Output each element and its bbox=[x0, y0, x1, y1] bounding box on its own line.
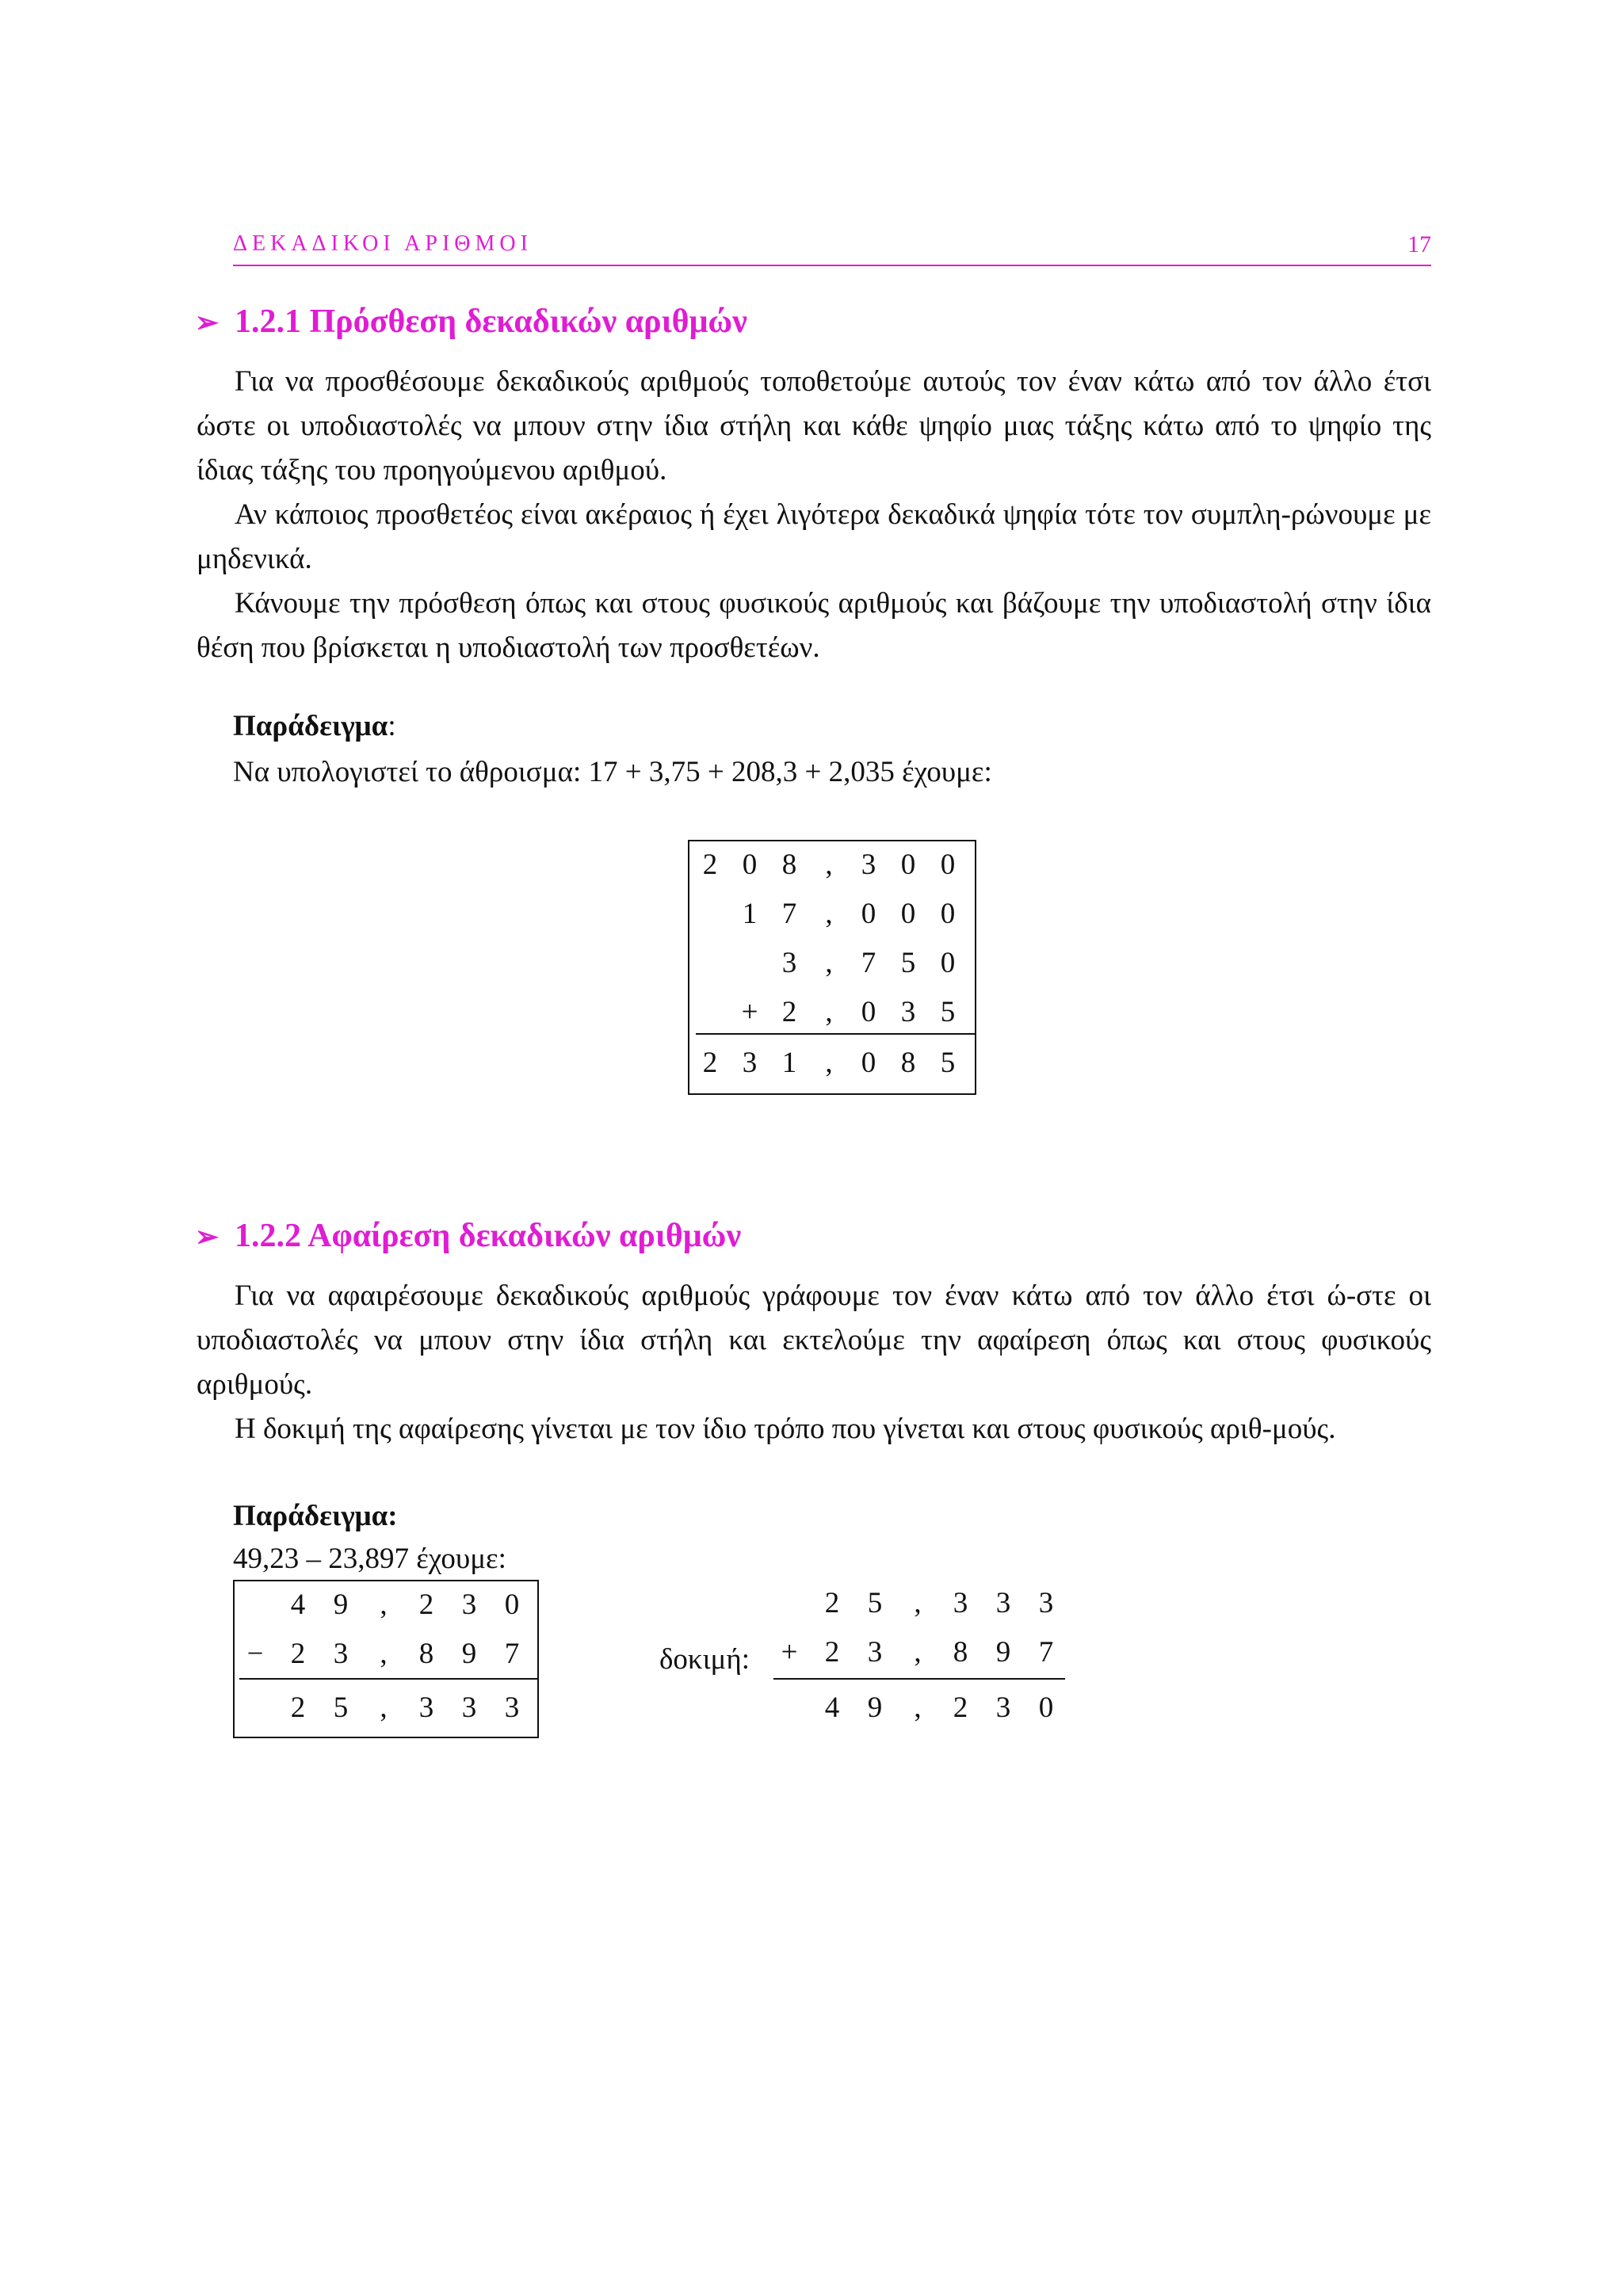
addition-result-digit-r0-c6: 5 bbox=[940, 1047, 956, 1079]
subtraction-result-digit-r0-c4: 3 bbox=[418, 1691, 434, 1724]
subtraction-digit-r0-c3: , bbox=[380, 1589, 388, 1621]
paragraph-addition-2: Αν κάποιος προσθετέος είναι ακέραιος ή έχει λιγότερα δεκαδικά ψηφία τότε τον συμπλη-ρώνουμε με μηδενικά. bbox=[197, 498, 1431, 575]
example-label-addition: Παράδειγμα: bbox=[233, 710, 396, 742]
running-header bbox=[233, 231, 1431, 266]
example-label-subtraction: Παράδειγμα: bbox=[233, 1500, 398, 1532]
addition-digit-r0-c6: 0 bbox=[940, 849, 956, 881]
addition-digit-r2-c5: 5 bbox=[900, 947, 916, 979]
subtraction-digit-r0-c6: 0 bbox=[504, 1589, 520, 1621]
section-title: 1.2.1 Πρόσθεση δεκαδικών αριθμών bbox=[235, 303, 747, 340]
subtraction-digit-r1-c5: 9 bbox=[461, 1638, 477, 1670]
addition-digit-r2-c6: 0 bbox=[940, 947, 956, 979]
check-digit-r0-c6: 3 bbox=[1038, 1587, 1054, 1619]
subtraction-digit-r0-c1: 4 bbox=[290, 1589, 306, 1621]
check-digit-r1-c3: , bbox=[914, 1636, 922, 1669]
check-block bbox=[767, 1585, 1070, 1743]
check-label: δοκιμή: bbox=[659, 1643, 750, 1676]
addition-digit-r0-c1: 0 bbox=[742, 849, 758, 881]
check-result-digit-r0-c4: 2 bbox=[953, 1691, 968, 1724]
check-digit-r0-c2: 5 bbox=[867, 1587, 883, 1619]
section-heading-addition bbox=[195, 303, 747, 341]
addition-digit-r3-c1: + bbox=[741, 996, 758, 1028]
addition-digit-r0-c4: 3 bbox=[861, 849, 876, 881]
check-result-digit-r0-c5: 3 bbox=[995, 1691, 1011, 1724]
addition-digit-r1-c2: 7 bbox=[781, 898, 797, 930]
subtraction-digit-r1-c2: 3 bbox=[333, 1638, 349, 1670]
addition-digit-r1-c6: 0 bbox=[940, 898, 956, 930]
subtraction-digit-r1-c6: 7 bbox=[504, 1638, 520, 1670]
page-number: 17 bbox=[1407, 231, 1431, 257]
addition-digit-r0-c3: , bbox=[825, 849, 833, 881]
check-digit-r1-c1: 2 bbox=[824, 1636, 840, 1669]
addition-digit-r1-c1: 1 bbox=[742, 898, 758, 930]
paragraph-addition-1: Για να προσθέσουμε δεκαδικούς αριθμούς τοποθετούμε αυτούς τον έναν κάτω από τον άλλο έτσι ώστε οι υποδιαστολές να μπουν στην ίδια στήλη και κάθε ψηφίο μιας τάξης κάτω από το ψηφίο της ίδιας τάξης του προηγούμενου αριθμού. bbox=[197, 365, 1431, 486]
check-result-digit-r0-c2: 9 bbox=[867, 1691, 883, 1724]
subtraction-result-digit-r0-c3: , bbox=[380, 1691, 388, 1724]
check-rule bbox=[773, 1678, 1065, 1680]
subtraction-result-digit-r0-c6: 3 bbox=[504, 1691, 520, 1724]
subtraction-digit-r1-c3: , bbox=[380, 1638, 388, 1670]
running-title: ΔΕΚΑΔΙΚΟΙ ΑΡΙΘΜΟΙ bbox=[233, 231, 533, 256]
addition-digit-r3-c5: 3 bbox=[900, 996, 916, 1028]
arrow-bullet-icon: ➢ bbox=[195, 307, 220, 338]
check-digit-r0-c5: 3 bbox=[995, 1587, 1011, 1619]
addition-digit-r0-c0: 2 bbox=[702, 849, 718, 881]
subtraction-result-digit-r0-c1: 2 bbox=[290, 1691, 306, 1724]
subtraction-result-digit-r0-c2: 5 bbox=[333, 1691, 349, 1724]
check-digit-r1-c0: + bbox=[781, 1636, 798, 1669]
addition-digit-r0-c2: 8 bbox=[781, 849, 797, 881]
subtraction-digit-r1-c1: 2 bbox=[290, 1638, 306, 1670]
addition-box bbox=[688, 840, 976, 1095]
addition-digit-r0-c5: 0 bbox=[900, 849, 916, 881]
addition-result-digit-r0-c5: 8 bbox=[900, 1047, 916, 1079]
check-digit-r0-c4: 3 bbox=[953, 1587, 968, 1619]
check-result-digit-r0-c1: 4 bbox=[824, 1691, 840, 1724]
paragraph-subtraction-2: Η δοκιμή της αφαίρεσης γίνεται με τον ίδιο τρόπο που γίνεται και στους φυσικούς αριθ-μούς. bbox=[235, 1413, 1336, 1445]
section-title: 1.2.2 Αφαίρεση δεκαδικών αριθμών bbox=[235, 1218, 742, 1254]
subtraction-digit-r1-c4: 8 bbox=[418, 1638, 434, 1670]
check-result-digit-r0-c3: , bbox=[914, 1691, 922, 1724]
subtraction-digit-r0-c5: 3 bbox=[461, 1589, 477, 1621]
addition-digit-r1-c4: 0 bbox=[861, 898, 876, 930]
addition-result-digit-r0-c2: 1 bbox=[781, 1047, 797, 1079]
addition-result-digit-r0-c4: 0 bbox=[861, 1047, 876, 1079]
addition-digit-r3-c2: 2 bbox=[781, 996, 797, 1028]
subtraction-result-digit-r0-c5: 3 bbox=[461, 1691, 477, 1724]
check-digit-r1-c6: 7 bbox=[1038, 1636, 1054, 1669]
check-result-digit-r0-c6: 0 bbox=[1038, 1691, 1054, 1724]
addition-digit-r1-c5: 0 bbox=[900, 898, 916, 930]
addition-result-digit-r0-c3: , bbox=[825, 1047, 833, 1079]
section-heading-subtraction bbox=[195, 1217, 741, 1255]
addition-sum-rule bbox=[696, 1033, 975, 1035]
arrow-bullet-icon: ➢ bbox=[195, 1221, 220, 1253]
check-digit-r0-c1: 2 bbox=[824, 1587, 840, 1619]
check-digit-r1-c4: 8 bbox=[953, 1636, 968, 1669]
addition-result-digit-r0-c0: 2 bbox=[702, 1047, 718, 1079]
subtraction-box bbox=[233, 1580, 539, 1738]
check-digit-r0-c3: , bbox=[914, 1587, 922, 1619]
addition-digit-r2-c3: , bbox=[825, 947, 833, 979]
subtraction-digit-r1-c0: − bbox=[246, 1638, 264, 1670]
subtraction-digit-r0-c4: 2 bbox=[418, 1589, 434, 1621]
addition-digit-r3-c6: 5 bbox=[940, 996, 956, 1028]
paragraph-subtraction-1: Για να αφαιρέσουμε δεκαδικούς αριθμούς γράφουμε τον έναν κάτω από τον άλλο έτσι ώ-στε οι υποδιαστολές να μπουν στην ίδια στήλη και εκτελούμε την αφαίρεση όπως και στους φυσικούς αριθμούς. bbox=[197, 1280, 1431, 1401]
check-digit-r1-c2: 3 bbox=[867, 1636, 883, 1669]
subtraction-digit-r0-c2: 9 bbox=[333, 1589, 349, 1621]
addition-digit-r3-c4: 0 bbox=[861, 996, 876, 1028]
addition-digit-r3-c3: , bbox=[825, 996, 833, 1028]
addition-digit-r2-c2: 3 bbox=[781, 947, 797, 979]
check-digit-r1-c5: 9 bbox=[995, 1636, 1011, 1669]
addition-digit-r2-c4: 7 bbox=[861, 947, 876, 979]
example-text-subtraction: 49,23 – 23,897 έχουμε: bbox=[233, 1543, 506, 1575]
paragraph-addition-3: Κάνουμε την πρόσθεση όπως και στους φυσικούς αριθμούς και βάζουμε την υποδιαστολή στην ίδια θέση που βρίσκεται η υποδιαστολή των προσθετέων. bbox=[197, 587, 1431, 664]
example-text-addition: Να υπολογιστεί το άθροισμα: 17 + 3,75 + 208,3 + 2,035 έχουμε: bbox=[233, 756, 992, 788]
addition-digit-r1-c3: , bbox=[825, 898, 833, 930]
subtraction-rule bbox=[239, 1678, 537, 1680]
addition-result-digit-r0-c1: 3 bbox=[742, 1047, 758, 1079]
